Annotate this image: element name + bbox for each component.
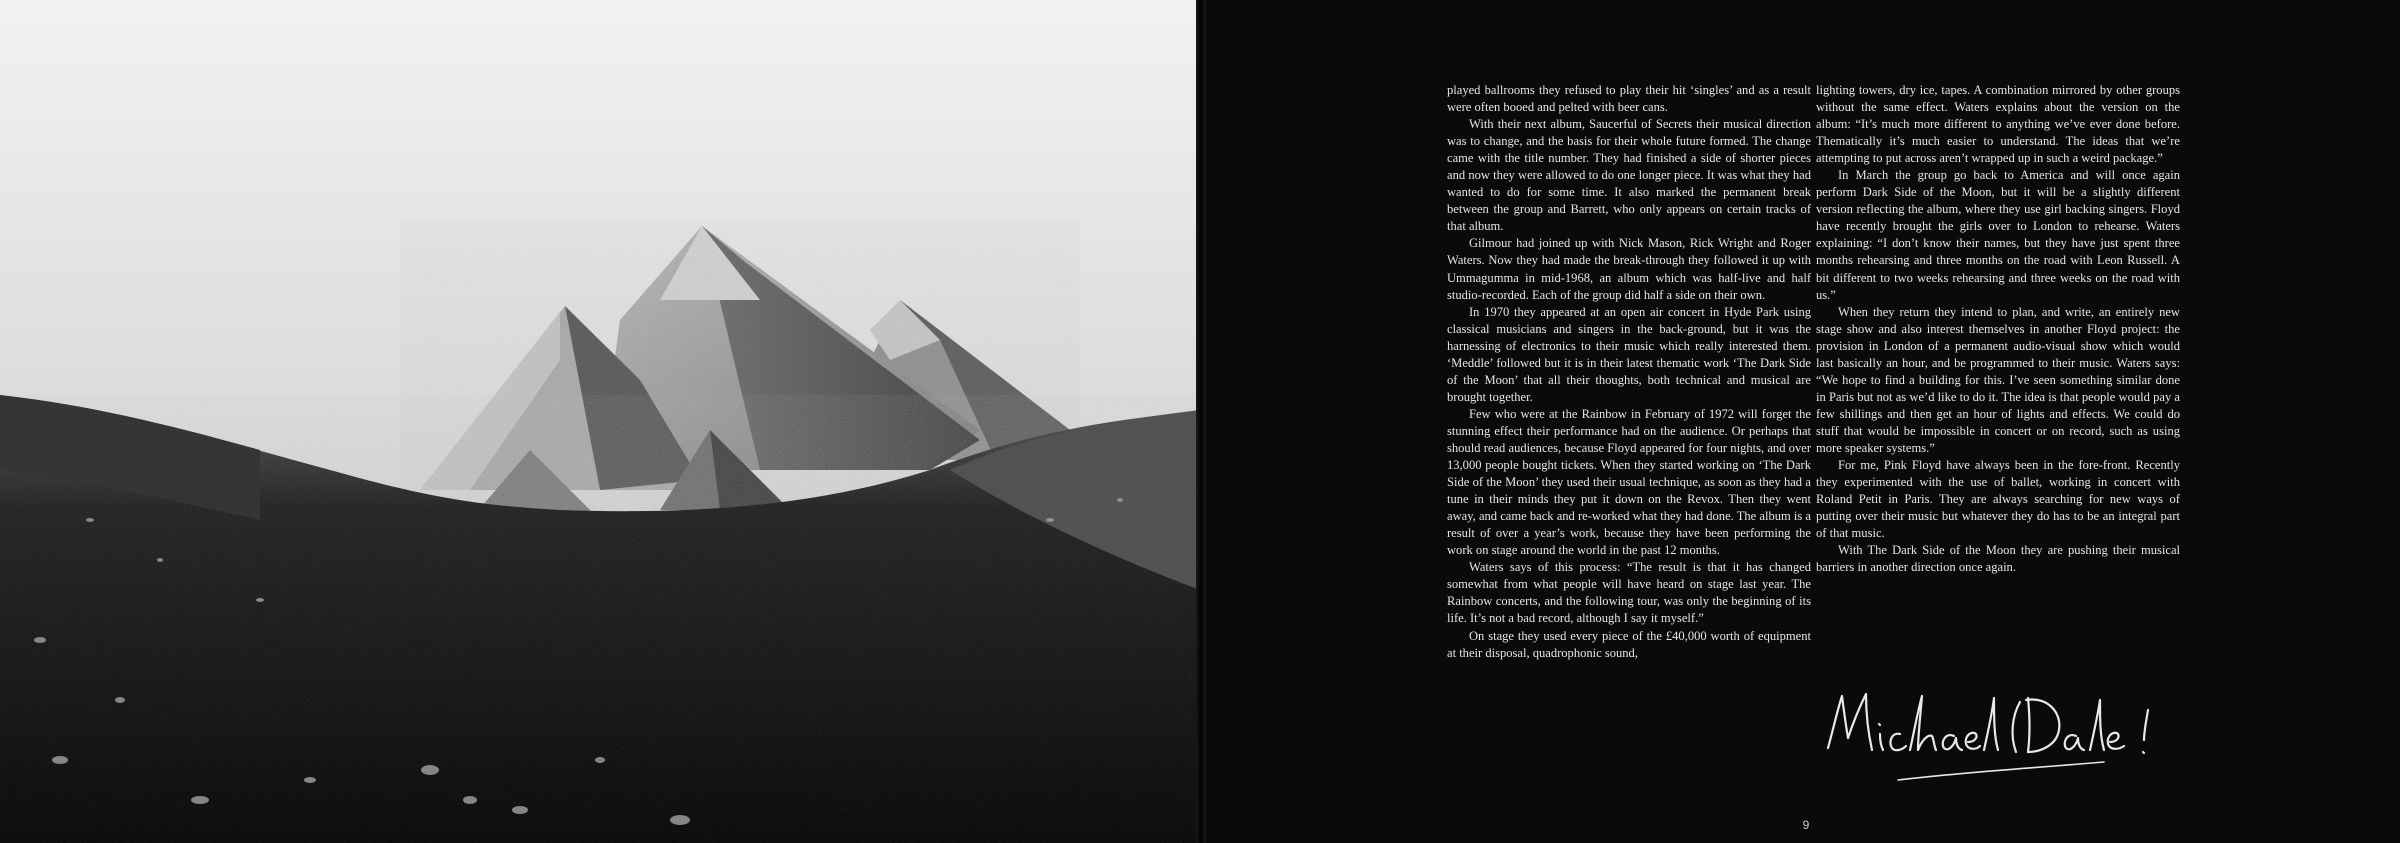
article-paragraph: In 1970 they appeared at an open air concert in Hyde Park using classical musicians and singers in the back-ground, but it was the harnessing of electronics to their music which really interested them. ‘Meddle’ followed but it is in their latest thematic work ‘The Dark Side of the Moon’ that all their thoughts, both technical and musical are brought together. [1447,304,1811,404]
article-column-1 [1447,82,1811,662]
article-page [1206,0,2400,843]
article-paragraph: In March the group go back to America and will once again perform Dark Side of the Moon, but it will be a slightly different version reflecting the album, where they use girl backing singers. Floyd have recently brought the girls over to London to rehearse. Waters explaining: “I don’t know their names, but they have just spent three months rehearsing and three months on the road with Leon Russell. A bit different to two weeks rehearsing and three weeks on the road with us.” [1816,168,2180,302]
article-paragraph: Few who were at the Rainbow in February of 1972 will forget the stunning effect their performance had on the audience. Or perhaps that should read audiences, because Floyd appeared for four nights, and over 13,000 people bought tickets. When they started working on ‘The Dark Side of the Moon’ they used their usual technique, as soon as they had a tune in their minds they put it down on the Revox. Then they went away, and came back and re-worked what they had done. The album is a result of over a year’s work, because they have been performing the work on stage around the world in the past 12 months. [1447,406,1811,558]
article-paragraph: Gilmour had joined up with Nick Mason, Rick Wright and Roger Waters. Now they had made the break-through they followed it up with Ummagumma in mid-1968, an album which was half-live and half studio-recorded. Each of the group did half a side on their own. [1447,236,1811,302]
page-gutter [1196,0,1206,843]
article-paragraph: For me, Pink Floyd have always been in the fore-front. Recently they experimented with the use of ballet, working in concert with Roland Petit in Paris. They are always searching for new ways of putting over their music but whatever they do has to be an integral part of that music. [1816,458,2180,541]
article-paragraph: On stage they used every piece of the £40,000 worth of equipment at their disposal, quadrophonic sound, [1447,628,1811,660]
article-paragraph: Waters says of this process: “The result is that it has changed somewhat from what people will have heard on stage last year. The Rainbow concerts, and the following tour, was only the beginning of its life. It’s not a bad record, although I say it myself.” [1447,560,1811,626]
article-paragraph: lighting towers, dry ice, tapes. A combination mirrored by other groups without the same effect. Waters explains about the version on the album: “It’s much more different to anything we’ve ever done before. Thematically it’s much easier to understand. The ideas that we’re attempting to put across aren’t wrapped up in such a weird package.” [1816,83,2180,166]
article-paragraph: When they return they intend to plan, and write, an entirely new stage show and also interest themselves in another Floyd project: the provision in London of a permanent audio-visual show which would last basically an hour, and be programmed to their music. Waters says: “We hope to find a building for this. I’ve seen something similar done in Paris but not as we’d like to do it. The idea is that people would pay a few shillings and then get an hour of lights and effects. We could do stuff that would be impossible in concert or on record, such as using more speaker systems.” [1816,304,2180,455]
author-signature [1814,676,2174,792]
article-column-2 [1816,82,2180,576]
page-number: 9 [1802,818,1810,832]
article-paragraph: With The Dark Side of the Moon they are pushing their musical barriers in another direction once again. [1816,543,2180,575]
article-paragraph: played ballrooms they refused to play their hit ‘singles’ and as a result were often booed and pelted with beer cans. [1447,83,1811,115]
article-paragraph: With their next album, Saucerful of Secrets their musical direction was to change, and the basis for their whole future formed. The change came with the title number. They had finished a side of shorter pieces and now they were allowed to do one longer piece. It was what they had wanted to do for some time. It also marked the permanent break between the group and Barrett, who only appears on certain tracks of that album. [1447,117,1811,234]
